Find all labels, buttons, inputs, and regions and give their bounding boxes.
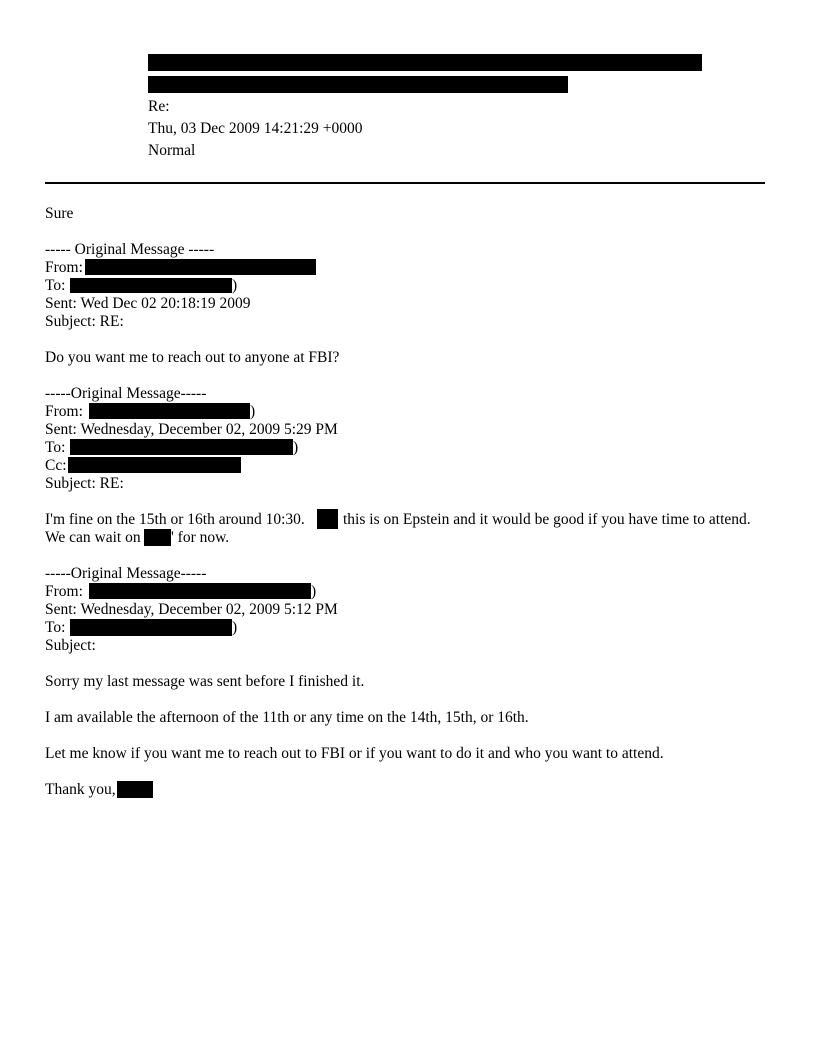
msg3-to-label: To: bbox=[45, 619, 66, 636]
msg1-to-close: ) bbox=[232, 277, 238, 294]
redaction-header-from bbox=[148, 54, 702, 71]
msg3-to bbox=[45, 619, 65, 637]
msg3-from-label: From: bbox=[45, 583, 83, 600]
msg2-text-line2b: ' for now. bbox=[171, 529, 230, 546]
msg2-cc-label: Cc: bbox=[45, 457, 67, 474]
header-subject-value: Re: bbox=[148, 98, 170, 115]
redaction-msg3-to bbox=[70, 619, 232, 636]
msg2-sent: Sent: Wednesday, December 02, 2009 5:29 PM bbox=[45, 421, 338, 438]
msg2-from-close: ) bbox=[250, 403, 256, 420]
redaction-msg1-from bbox=[85, 259, 316, 275]
msg1-subject: Subject: RE: bbox=[45, 313, 124, 330]
msg3-sent: Sent: Wednesday, December 02, 2009 5:12 PM bbox=[45, 601, 338, 618]
header-date-value: Thu, 03 Dec 2009 14:21:29 +0000 bbox=[148, 120, 363, 137]
msg1-divider: ----- Original Message ----- bbox=[45, 241, 215, 258]
header-importance-value: Normal bbox=[148, 142, 196, 159]
msg3-paragraph-2: I am available the afternoon of the 11th or any time on the 14th, 15th, or 16th. bbox=[45, 709, 529, 726]
msg2-text-line1b: this is on Epstein and it would be good if you have time to attend. bbox=[343, 511, 751, 528]
redaction-msg2-name2 bbox=[144, 529, 171, 546]
redaction-msg2-from bbox=[89, 403, 250, 419]
header-divider bbox=[45, 182, 765, 184]
msg1-sent: Sent: Wed Dec 02 20:18:19 2009 bbox=[45, 295, 251, 312]
msg3-from-close: ) bbox=[311, 583, 317, 600]
msg3-subject: Subject: bbox=[45, 637, 96, 654]
msg1-to-label: To: bbox=[45, 277, 66, 294]
redaction-msg1-to bbox=[70, 278, 232, 293]
msg1-text: Do you want me to reach out to anyone at FBI? bbox=[45, 349, 340, 366]
msg1-to bbox=[45, 277, 65, 295]
redaction-msg3-signature bbox=[117, 781, 153, 798]
msg2-subject: Subject: RE: bbox=[45, 475, 124, 492]
msg1-from-label: From: bbox=[45, 259, 83, 276]
redaction-msg2-to bbox=[70, 439, 293, 455]
msg2-text-line1a: I'm fine on the 15th or 16th around 10:30. bbox=[45, 511, 305, 528]
msg3-paragraph-3: Let me know if you want me to reach out to FBI or if you want to do it and who you want to attend. bbox=[45, 745, 664, 762]
msg2-to-close: ) bbox=[293, 439, 299, 456]
msg2-from bbox=[45, 403, 83, 421]
msg3-paragraph-1: Sorry my last message was sent before I finished it. bbox=[45, 673, 365, 690]
msg3-closing: Thank you, bbox=[45, 781, 116, 798]
reply-text: Sure bbox=[45, 205, 74, 222]
msg2-divider: -----Original Message----- bbox=[45, 385, 207, 402]
msg2-text-line2a: We can wait on bbox=[45, 529, 141, 546]
msg2-to bbox=[45, 439, 65, 457]
redaction-msg3-from bbox=[89, 583, 311, 599]
msg3-from bbox=[45, 583, 83, 601]
redaction-msg2-name1 bbox=[317, 509, 338, 529]
msg3-to-close: ) bbox=[232, 619, 238, 636]
msg2-from-label: From: bbox=[45, 403, 83, 420]
msg2-to-label: To: bbox=[45, 439, 66, 456]
redaction-msg2-cc bbox=[68, 457, 241, 473]
redaction-header-to bbox=[148, 76, 568, 93]
msg3-divider: -----Original Message----- bbox=[45, 565, 207, 582]
msg1-from bbox=[45, 259, 83, 277]
msg2-cc bbox=[45, 457, 67, 475]
